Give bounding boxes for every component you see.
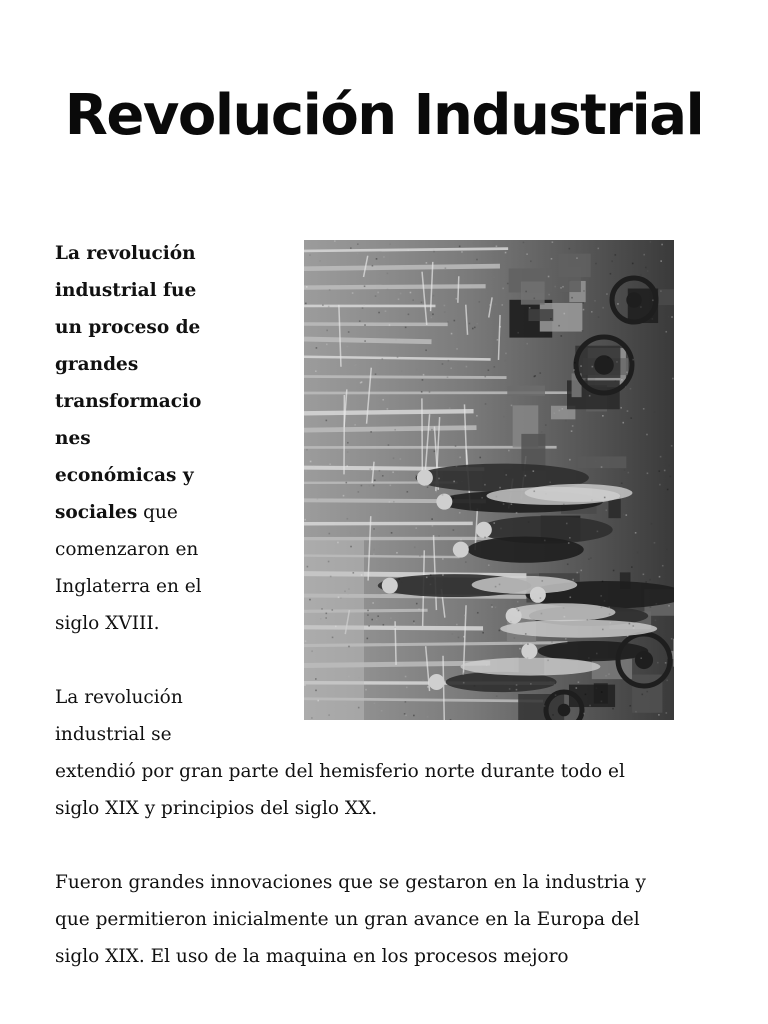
intro-line: económicas y [55, 465, 194, 486]
intro-line: industrial fue [55, 280, 197, 301]
intro-paragraph [55, 235, 295, 642]
second-paragraph-continued [55, 753, 720, 827]
intro-line: siglo XVIII. [55, 613, 160, 634]
intro-line: un proceso de [55, 317, 201, 338]
intro-line: La revolución [55, 243, 196, 264]
third-paragraph [55, 864, 720, 975]
page-title: Revolución Industrial [64, 83, 704, 148]
paragraph-line: extendió por gran parte del hemisferio norte durante todo el [55, 761, 625, 782]
paragraph-line: siglo XIX y principios del siglo XX. [55, 798, 378, 819]
intro-line: nes [55, 428, 91, 449]
factory-photo [304, 240, 674, 720]
paragraph-line: siglo XIX. El uso de la maquina en los procesos mejoro [55, 946, 569, 967]
intro-line: comenzaron en [55, 539, 199, 560]
paragraph-line: Fueron grandes innovaciones que se gestaron en la industria y [55, 872, 646, 893]
factory-photo-graphic [304, 240, 674, 720]
intro-line: sociales que [55, 502, 178, 523]
intro-line: Inglaterra en el [55, 576, 202, 597]
paragraph-line: La revolución [55, 687, 183, 708]
paragraph-line: que permitieron inicialmente un gran avance en la Europa del [55, 909, 640, 930]
paragraph-line: industrial se [55, 724, 172, 745]
second-paragraph-start [55, 679, 295, 753]
intro-line: transformacio [55, 391, 202, 412]
intro-line: grandes [55, 354, 139, 375]
